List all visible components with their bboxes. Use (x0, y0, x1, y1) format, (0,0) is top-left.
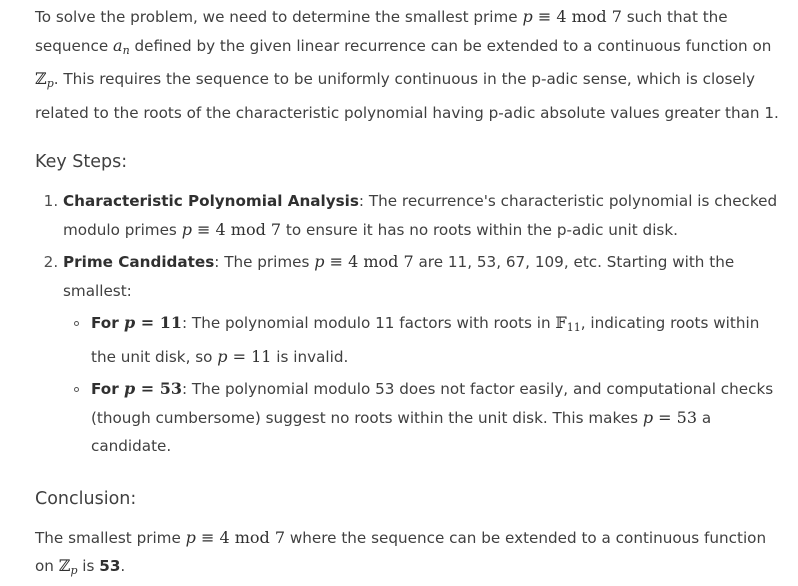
key-steps-heading: Key Steps: (35, 152, 128, 172)
list-item (91, 375, 786, 461)
math-var: p (123, 313, 136, 332)
math-symbol: ℤ (35, 69, 47, 88)
math-subscript: 11 (566, 321, 581, 334)
math-text: ≡ 4 mod 7 (324, 252, 414, 271)
candidate-label (91, 314, 182, 332)
conclusion-paragraph (35, 524, 786, 586)
math-var: p (181, 219, 192, 239)
final-answer: 53 (99, 557, 121, 575)
math-congruence (314, 252, 413, 271)
conclusion-heading: Conclusion: (35, 488, 137, 509)
math-text: ≡ 4 mod 7 (191, 219, 282, 239)
bullet-icon (74, 387, 79, 392)
list-item (91, 309, 786, 371)
math-text: = 53 (135, 379, 182, 398)
intro-text: . This requires the sequence to be uniformly continuous in the p-adic sense, which is closely related to the roots of the characteristic polynomial having p-adic absolute values greater than 1. (35, 70, 779, 122)
conclusion-text: . (120, 557, 126, 575)
intro-text: such that the sequence (35, 8, 728, 55)
math-sequence (113, 36, 130, 55)
intro-text: To solve the problem, we need to determine the smallest prime (35, 8, 523, 26)
math-text: = 11 (227, 346, 272, 366)
math-var: p (123, 379, 136, 398)
candidate-text: , indicating roots within the unit disk, so (91, 314, 760, 366)
bullet-icon (74, 321, 79, 326)
math-equation (124, 313, 182, 332)
step-title: Prime Candidates (63, 253, 215, 271)
math-finite-field (555, 313, 580, 332)
math-subscript: p (70, 564, 78, 577)
math-var: p (185, 527, 196, 547)
candidate-text: is invalid. (271, 347, 349, 366)
math-equation (217, 347, 271, 366)
math-equation (643, 408, 697, 427)
math-congruence (522, 7, 621, 26)
math-text: ≡ 4 mod 7 (532, 7, 622, 26)
math-var: p (314, 252, 325, 271)
candidate-text: : The polynomial modulo 11 factors with roots in (181, 314, 556, 332)
candidate-label (91, 380, 182, 398)
math-symbol: ℤ (58, 556, 71, 575)
math-congruence (186, 528, 285, 547)
math-equation (124, 379, 182, 398)
math-var: p (642, 407, 654, 427)
step-title: Characteristic Polynomial Analysis (63, 192, 359, 210)
math-p-adic-integers (35, 69, 54, 88)
math-text: = 53 (653, 407, 698, 427)
math-p-adic-integers (59, 556, 78, 575)
math-var: a (113, 35, 123, 55)
math-text: ≡ 4 mod 7 (195, 527, 286, 547)
math-var: p (217, 346, 228, 366)
math-symbol: 𝔽 (555, 313, 567, 332)
step-text: to ensure it has no roots within the p-adic unit disk. (281, 220, 678, 239)
list-item (63, 248, 786, 461)
math-var: p (522, 7, 533, 26)
conclusion-text: The smallest prime (35, 528, 186, 547)
candidate-for: For (91, 314, 124, 332)
step-text: are 11, 53, 67, 109, etc. Starting with the smallest: (63, 253, 735, 300)
conclusion-text: where the sequence can be extended to a continuous function on (35, 528, 767, 575)
candidate-for: For (91, 380, 124, 398)
math-subscript: p (46, 77, 54, 90)
conclusion-text: is (77, 557, 100, 575)
step-text: : The recurrence's characteristic polynomial is checked modulo primes (63, 192, 778, 239)
step-text: : The primes (214, 253, 315, 271)
candidate-text: a candidate. (91, 408, 712, 455)
intro-text: defined by the given linear recurrence can be extended to a continuous function on (129, 36, 772, 55)
candidates-list (63, 309, 786, 461)
list-item (63, 187, 786, 244)
intro-paragraph (35, 3, 786, 127)
candidate-text: : The polynomial modulo 53 does not factor easily, and computational checks (though cumbersome) suggest no roots within the unit disk. This makes (91, 380, 774, 427)
math-subscript: n (122, 43, 130, 57)
math-congruence (182, 220, 281, 239)
math-text: = 11 (135, 313, 182, 332)
steps-list (35, 187, 786, 461)
